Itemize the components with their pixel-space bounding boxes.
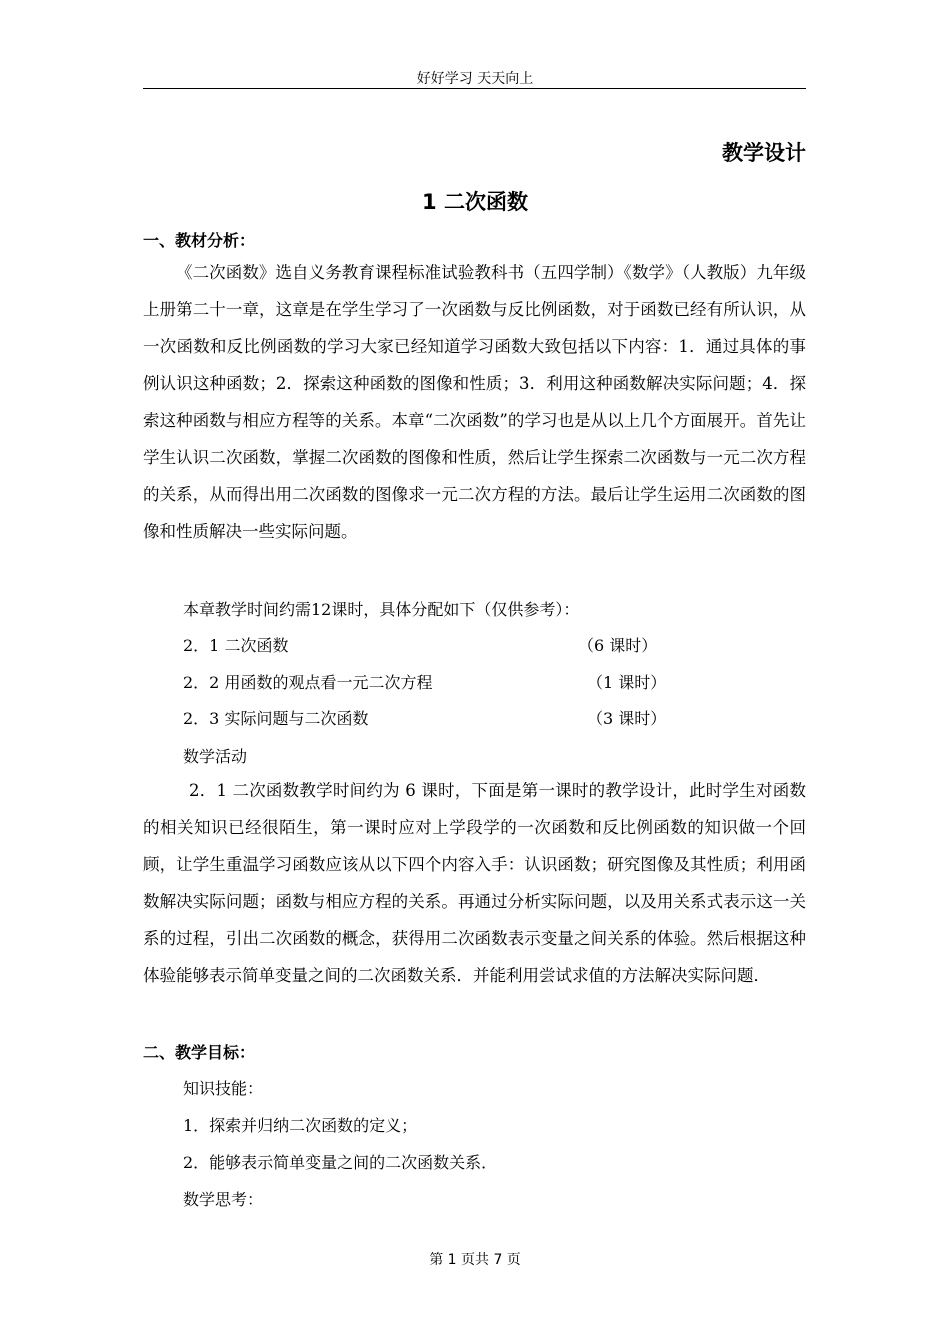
- allocation-row: [183, 670, 683, 694]
- thinking-label: 数学思考：: [183, 1190, 264, 1209]
- page-number: 第 1 页共 7 页: [429, 1252, 521, 1268]
- allocation-name: 2．2 用函数的观点看一元二次方程: [183, 673, 433, 692]
- section-heading-goals: 二、教学目标：: [143, 1043, 256, 1062]
- analysis-paragraph: 《二次函数》选自义务教育课程标准试验教科书（五四学制）《数学》（人教版）九年级上册第二十一章，这章是在学生学习了一次函数与反比例函数，对于函数已经有所认识，从一次函数和反比例函数的学习大家已经知道学习函数大致包括以下内容：1．通过具体的事例认识这种函数；2．探索这种函数的图像和性质；3．利用这种函数解决实际问题；4．探索这种函数与相应方程等的关系。本章“二次函数”的学习也是从以上几个方面展开。首先让学生认识二次函数，掌握二次函数的图像和性质，然后让学生探索二次函数与一元二次方程的关系，从而得出用二次函数的图像求一元二次方程的方法。最后让学生运用二次函数的图像和性质解决一些实际问题。: [143, 263, 806, 541]
- document-title: 教学设计: [722, 141, 806, 165]
- header-motto: 好好学习 天天向上: [416, 71, 534, 87]
- math-activity: 数学活动: [183, 747, 248, 766]
- allocation-name: 2．3 实际问题与二次函数: [183, 709, 369, 728]
- allocation-hours: （1 课时）: [587, 673, 667, 692]
- allocation-row: [183, 633, 683, 657]
- goal-item: 1．探索并归纳二次函数的定义；: [183, 1116, 418, 1135]
- document-subtitle: 1 二次函数: [422, 190, 528, 214]
- allocation-hours: （3 课时）: [587, 709, 667, 728]
- allocation-hours: （6 课时）: [578, 636, 658, 655]
- lesson-paragraph: 2．1 二次函数教学时间约为 6 课时，下面是第一课时的教学设计，此时学生对函数的相关知识已经很陌生，第一课时应对上学段学的一次函数和反比例函数的知识做一个回顾，让学生重温学习函数应该从以下四个内容入手：认识函数；研究图像及其性质；利用函数解决实际问题；函数与相应方程的关系。再通过分析实际问题，以及用关系式表示这一关系的过程，引出二次函数的概念，获得用二次函数表示变量之间关系的体验。然后根据这种体验能够表示简单变量之间的二次函数关系．并能利用尝试求值的方法解决实际问题．: [143, 781, 806, 985]
- section-heading-analysis: 一、教材分析：: [143, 231, 256, 250]
- header-divider: [143, 88, 806, 89]
- allocation-row: [183, 706, 683, 730]
- schedule-intro: 本章教学时间约需12课时，具体分配如下（仅供参考）：: [183, 600, 580, 619]
- goal-item: 2．能够表示简单变量之间的二次函数关系．: [183, 1153, 498, 1172]
- knowledge-label: 知识技能：: [183, 1079, 264, 1098]
- allocation-name: 2．1 二次函数: [183, 636, 289, 655]
